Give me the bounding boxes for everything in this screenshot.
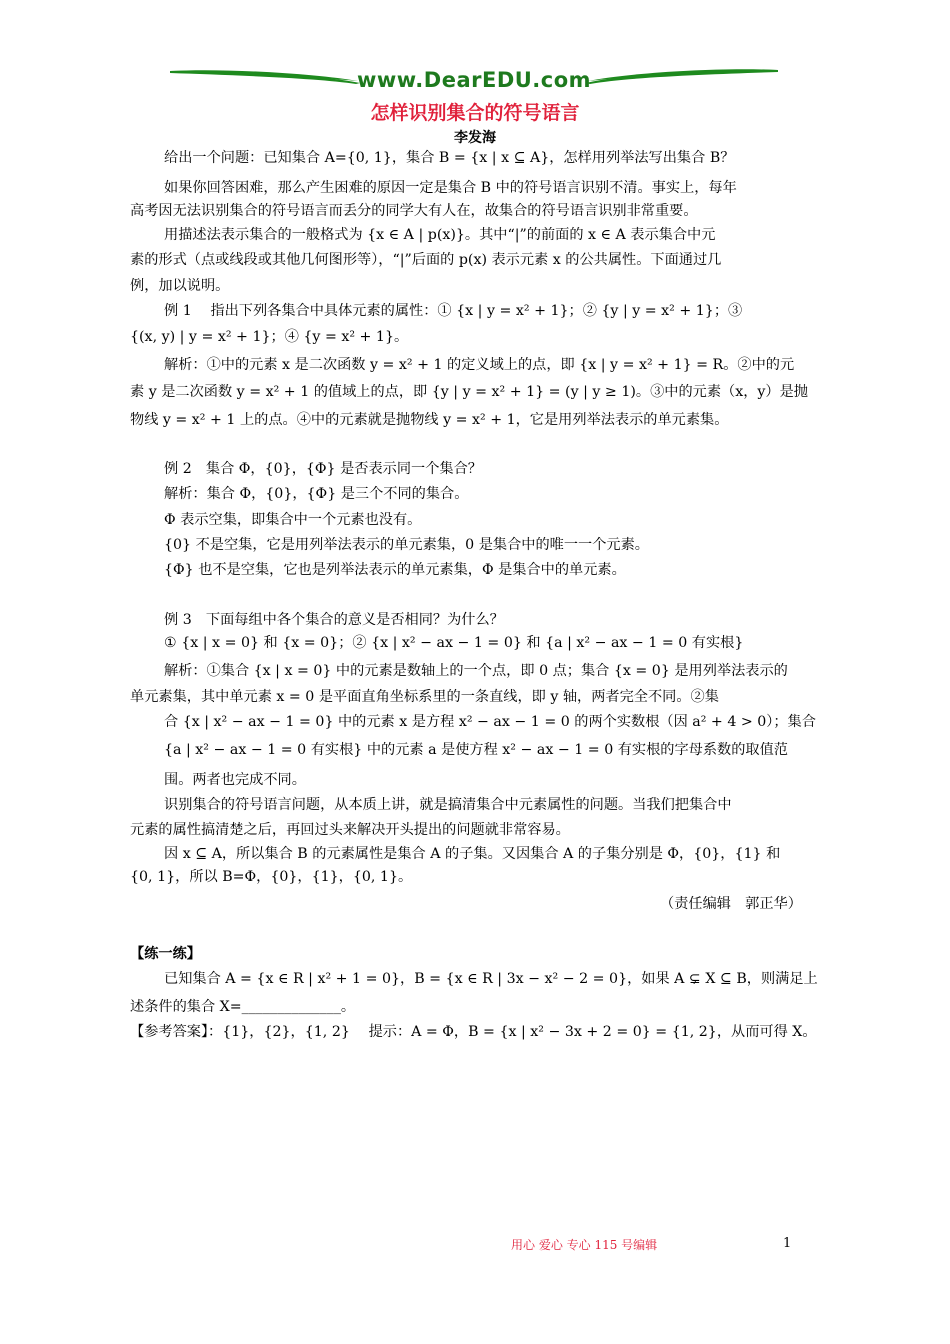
body-line: ① {x | x = 0} 和 {x = 0}；② {x | x² − ax − 1 = 0} 和 {a | x² − ax − 1 = 0 有实根} bbox=[164, 635, 744, 651]
body-line: {a | x² − ax − 1 = 0 有实根} 中的元素 a 是使方程 x² − ax − 1 = 0 有实根的字母系数的取值范 bbox=[164, 742, 788, 758]
body-line: 如果你回答困难，那么产生困难的原因一定是集合 B 中的符号语言识别不清。事实上，每年 bbox=[164, 180, 737, 196]
body-line: 物线 y = x² + 1 上的点。④中的元素就是抛物线 y = x² + 1，它是用列举法表示的单元素集。 bbox=[130, 412, 729, 428]
body-line: 给出一个问题：已知集合 A={0, 1}，集合 B = {x | x ⊆ A}，怎样用列举法写出集合 B？ bbox=[164, 150, 735, 166]
body-line: 用描述法表示集合的一般格式为 {x ∈ A | p(x)}。其中“|”的前面的 x ∈ A 表示集合中元 bbox=[164, 227, 716, 243]
footer-note: 用心 爱心 专心 115 号编辑 bbox=[511, 1238, 658, 1252]
body-line: {Φ} 也不是空集，它也是列举法表示的单元素集，Φ 是集合中的单元素。 bbox=[164, 562, 626, 578]
body-line: 高考因无法识别集合的符号语言而丢分的同学大有人在，故集合的符号语言识别非常重要。 bbox=[130, 203, 698, 219]
author-name: 李发海 bbox=[454, 130, 496, 146]
body-line: 解析：①集合 {x | x = 0} 中的元素是数轴上的一个点，即 0 点；集合 {x = 0} 是用列举法表示的 bbox=[164, 663, 788, 679]
body-line: 合 {x | x² − ax − 1 = 0} 中的元素 x 是方程 x² − ax − 1 = 0 的两个实数根（因 a² + 4 > 0）；集合 bbox=[164, 714, 816, 730]
reference-answer: 【参考答案】：{1}，{2}，{1, 2} 提示：A = Φ，B = {x | x² − 3x + 2 = 0} = {1, 2}，从而可得 X。 bbox=[130, 1024, 817, 1040]
body-line: 围。两者也完成不同。 bbox=[164, 772, 306, 788]
example-3-heading: 例 3 下面每组中各个集合的意义是否相同？为什么？ bbox=[164, 612, 504, 628]
body-line: 元素的属性搞清楚之后，再回过头来解决开头提出的问题就非常容易。 bbox=[130, 822, 570, 838]
page-title: 怎样识别集合的符号语言 bbox=[370, 102, 580, 124]
site-url: www.DearEDU.com bbox=[356, 68, 592, 92]
body-line: 解析：①中的元素 x 是二次函数 y = x² + 1 的定义域上的点，即 {x | y = x² + 1} = R。②中的元 bbox=[164, 357, 795, 373]
practice-heading: 【练一练】 bbox=[130, 946, 201, 962]
body-line: 素 y 是二次函数 y = x² + 1 的值域上的点，即 {y | y = x² + 1} = (y | y ≥ 1)。③中的元素（x，y）是抛 bbox=[130, 384, 808, 400]
body-line: 因 x ⊆ A，所以集合 B 的元素属性是集合 A 的子集。又因集合 A 的子集分别是 Φ，{0}，{1} 和 bbox=[164, 846, 781, 862]
practice-question: 述条件的集合 X=______________。 bbox=[130, 999, 356, 1015]
page-number: 1 bbox=[783, 1236, 792, 1251]
body-line: 例，加以说明。 bbox=[130, 278, 230, 294]
body-line: 单元素集，其中单元素 x = 0 是平面直角坐标系里的一条直线，即 y 轴，两者完全不同。②集 bbox=[130, 689, 719, 705]
body-line: 素的形式（点或线段或其他几何图形等），“|”后面的 p(x) 表示元素 x 的公共属性。下面通过几 bbox=[130, 252, 722, 268]
example-1-heading: 例 1 指出下列各集合中具体元素的属性：① {x | y = x² + 1}；② {y | y = x² + 1}；③ bbox=[164, 303, 743, 319]
practice-question: 已知集合 A = {x ∈ R | x² + 1 = 0}，B = {x ∈ R | 3x − x² − 2 = 0}，如果 A ⊊ X ⊆ B，则满足上 bbox=[164, 971, 818, 987]
body-line: {(x, y) | y = x² + 1}；④ {y = x² + 1}。 bbox=[130, 329, 409, 345]
body-line: {0} 不是空集，它是用列举法表示的单元素集，0 是集合中的唯一一个元素。 bbox=[164, 537, 649, 553]
body-line: {0, 1}，所以 B=Φ，{0}，{1}，{0, 1}。 bbox=[130, 869, 413, 885]
body-line: 识别集合的符号语言问题，从本质上讲，就是搞清集合中元素属性的问题。当我们把集合中 bbox=[164, 797, 732, 813]
example-2-heading: 例 2 集合 Φ，{0}，{Φ} 是否表示同一个集合？ bbox=[164, 461, 482, 477]
header-banner bbox=[168, 64, 780, 98]
body-line: 解析：集合 Φ，{0}，{Φ} 是三个不同的集合。 bbox=[164, 486, 469, 502]
editor-credit: （责任编辑 郭正华） bbox=[660, 896, 802, 912]
body-line: Φ 表示空集，即集合中一个元素也没有。 bbox=[164, 512, 422, 528]
